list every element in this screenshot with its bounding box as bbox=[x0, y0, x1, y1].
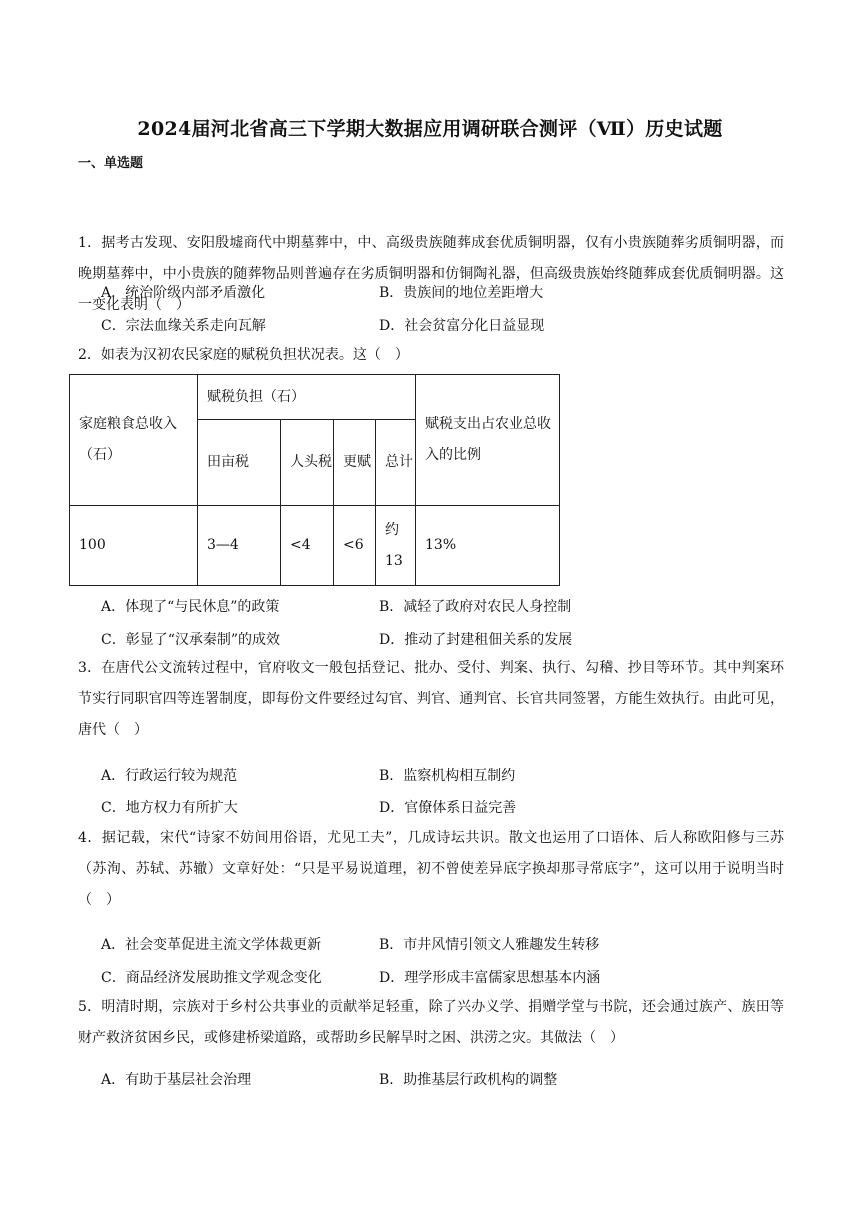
table-cell-income: 100 bbox=[70, 506, 198, 586]
question-5-text: 5．明清时期，宗族对于乡村公共事业的贡献举足轻重，除了兴办义学、捐赠学堂与书院，还会通过族产、族田等财产救济贫困乡民，或修建桥梁道路，或帮助乡民解旱时之困、洪涝之灾。其做法（ ） bbox=[78, 999, 784, 1046]
table-header-tax: 赋税负担（石） bbox=[198, 375, 416, 420]
question-2-text: 2．如表为汉初农民家庭的赋税负担状况表。这（ ） bbox=[78, 347, 409, 363]
page-title: 2024届河北省高三下学期大数据应用调研联合测评（Ⅶ）历史试题 bbox=[137, 118, 723, 140]
q3-option-d[interactable]: D．官僚体系日益完善 bbox=[379, 800, 517, 816]
table-subheader-tian: 田亩税 bbox=[198, 420, 281, 506]
q1-option-a[interactable]: A．统治阶级内部矛盾激化 bbox=[101, 285, 266, 301]
section-heading: 一、单选题 bbox=[78, 156, 144, 171]
q4-option-c[interactable]: C．商品经济发展助推文学观念变化 bbox=[101, 970, 322, 986]
q2-option-d[interactable]: D．推动了封建租佃关系的发展 bbox=[379, 632, 573, 648]
table-cell-geng: <6 bbox=[334, 506, 376, 586]
q3-option-c[interactable]: C．地方权力有所扩大 bbox=[101, 800, 238, 816]
q2-option-b[interactable]: B．减轻了政府对农民人身控制 bbox=[379, 599, 572, 615]
table-subheader-geng: 更赋 bbox=[334, 420, 376, 506]
q5-option-a[interactable]: A．有助于基层社会治理 bbox=[101, 1072, 252, 1088]
question-3-text: 3．在唐代公文流转过程中，官府收文一般包括登记、批办、受付、判案、执行、勾稽、抄目等环节。其中判案环节实行同职官四等连署制度，即每份文件要经过勾官、判官、通判官、长官共同签署，方能生效执行。由此可见，唐代（ ） bbox=[78, 660, 784, 738]
question-1-text: 1．据考古发现、安阳殷墟商代中期墓葬中，中、高级贵族随葬成套优质铜明器，仅有小贵族随葬劣质铜明器，而晚期墓葬中，中小贵族的随葬物品则普遍存在劣质铜明器和仿铜陶礼器，但高级贵族始终随葬成套优质铜明器。这一变化表明（ ） bbox=[78, 235, 784, 313]
table-cell-zong: 约13 bbox=[376, 506, 416, 586]
table-cell-ren: <4 bbox=[281, 506, 334, 586]
table-header-income: 家庭粮食总收入（石） bbox=[70, 375, 198, 506]
q1-option-c[interactable]: C．宗法血缘关系走向瓦解 bbox=[101, 318, 266, 334]
q2-option-c[interactable]: C．彰显了“汉承秦制”的成效 bbox=[101, 632, 281, 648]
table-cell-ratio: 13% bbox=[416, 506, 560, 586]
question-4-text: 4．据记载，宋代“诗家不妨间用俗语，尤见工夫”，几成诗坛共识。散文也运用了口语体、后人称欧阳修与三苏（苏洵、苏轼、苏辙）文章好处：“只是平易说道理，初不曾使差异底字换却那寻常底字”，这可以用于说明当时（ ） bbox=[78, 830, 784, 908]
table-subheader-ren: 人头税 bbox=[281, 420, 334, 506]
q4-option-a[interactable]: A．社会变革促进主流文学体裁更新 bbox=[101, 937, 322, 953]
q4-option-d[interactable]: D．理学形成丰富儒家思想基本内涵 bbox=[379, 970, 601, 986]
q4-option-b[interactable]: B．市井风情引领文人雅趣发生转移 bbox=[379, 937, 600, 953]
q1-option-b[interactable]: B．贵族间的地位差距增大 bbox=[379, 285, 544, 301]
table-cell-tian: 3—4 bbox=[198, 506, 281, 586]
q3-option-a[interactable]: A．行政运行较为规范 bbox=[101, 768, 238, 784]
table-subheader-zong: 总计 bbox=[376, 420, 416, 506]
table-header-ratio: 赋税支出占农业总收入的比例 bbox=[416, 375, 560, 506]
q2-option-a[interactable]: A．体现了“与民休息”的政策 bbox=[101, 599, 280, 615]
q1-option-d[interactable]: D．社会贫富分化日益显现 bbox=[379, 318, 545, 334]
q3-option-b[interactable]: B．监察机构相互制约 bbox=[379, 768, 516, 784]
q5-option-b[interactable]: B．助推基层行政机构的调整 bbox=[379, 1072, 558, 1088]
tax-burden-table bbox=[69, 374, 560, 586]
